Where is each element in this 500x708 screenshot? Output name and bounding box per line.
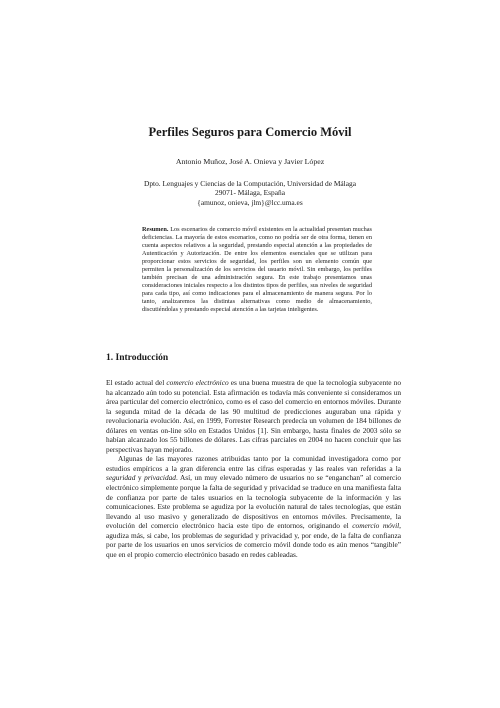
paragraph-2: Algunas de las mayores razones atribuidas tanto por la comunidad investigadora como por estudios empíricos a la gran diferencia entre las cifras esperadas y las reales van referidas a la seguridad y privacidad. Así, un muy elevado número de usuarios no se “enganchan” al comercio electrónico simplemente porque la falta de seguridad y privacidad se traduce en una manifiesta falta de confianza por parte de tales usuarios en la tecnología subyacente de la información y las comunicaciones. Este problema se agudiza por la evolución natural de tales tecnologías, que están llevando al uso masivo y generalizado de dispositivos en entornos móviles. Precisamente, la evolución del comercio electrónico hacia este tipo de entornos, originando el comercio móvil, agudiza más, si cabe, los problemas de seguridad y privacidad y, por ende, de la falta de confianza por parte de los usuarios en unos servicios de comercio móvil donde todo es aún menos “tangible” que en el propio comercio electrónico basado en redes cableadas. [106,454,402,559]
emphasis-term: seguridad [106,473,136,483]
paper-title: Perfiles Seguros para Comercio Móvil [148,125,352,139]
paragraph-1: El estado actual del comercio electrónico es una buena muestra de que la tecnología subyacente no ha alcanzado aún todo su potencial. Esta afirmación es todavía más conveniente si consideramos un área particular del comercio electrónico, como es el caso del comercio en entornos móviles. Durante la segunda mitad de la década de las 90 multitud de predicciones auguraban una rápida y revolucionaria evolución. Así, en 1999, Forrester Research predecía un volumen de 184 billones de dólares en ventas on-line sólo en Estados Unidos [1]. Sin embargo, hasta finales de 2003 sólo se habían alcanzado los 55 billones de dólares. Las cifras parciales en 2004 no hacen concluir que las perspectivas hayan mejorado. [106,378,401,454]
affiliation-address: 29071- Málaga, España [215,188,285,198]
affiliation-emails: {amunoz, onieva, jlm}@lcc.uma.es [197,197,303,207]
section-body [106,378,401,559]
section-heading: 1. Introducción [106,353,169,363]
affiliation-department: Dpto. Lenguajes y Ciencias de la Computación, Universidad de Málaga [143,179,356,188]
abstract-label: Resumen. [142,226,169,233]
emphasis-term: comercio móvil [352,521,400,531]
emphasis-term: privacidad [144,473,176,483]
paper-authors: Antonio Muñoz, José A. Onieva y Javier López [175,157,325,166]
abstract-text: Los escenarios de comercio móvil existentes en la actualidad presentan muchas deficiencias. La mayoría de estos escenarios, como no podría ser de otra forma, tienen en cuenta aspectos relativos a la seguridad, prestando especial atención a las propiedades de Autenticación y Autorización. De entre los elementos esenciales que se utilizan para proporcionar estos servicios de seguridad, los perfiles son un elemento común que permiten la personalización de los servicios del usuario móvil. Sin embargo, los perfiles también precisan de una administración segura. En este trabajo presentamos unas consideraciones iniciales respecto a los distintos tipos de perfiles, sus niveles de seguridad para cada tipo, así como indicaciones para el almacenamiento de manera segura. Por lo tanto, analizaremos las distintas alternativas como medio de almacenamiento, discutiéndolas y prestando especial atención a las tarjetas inteligentes. [142,226,373,314]
abstract [142,226,372,315]
author-affiliation [0,179,500,207]
emphasis-term: comercio electrónico [166,378,229,387]
